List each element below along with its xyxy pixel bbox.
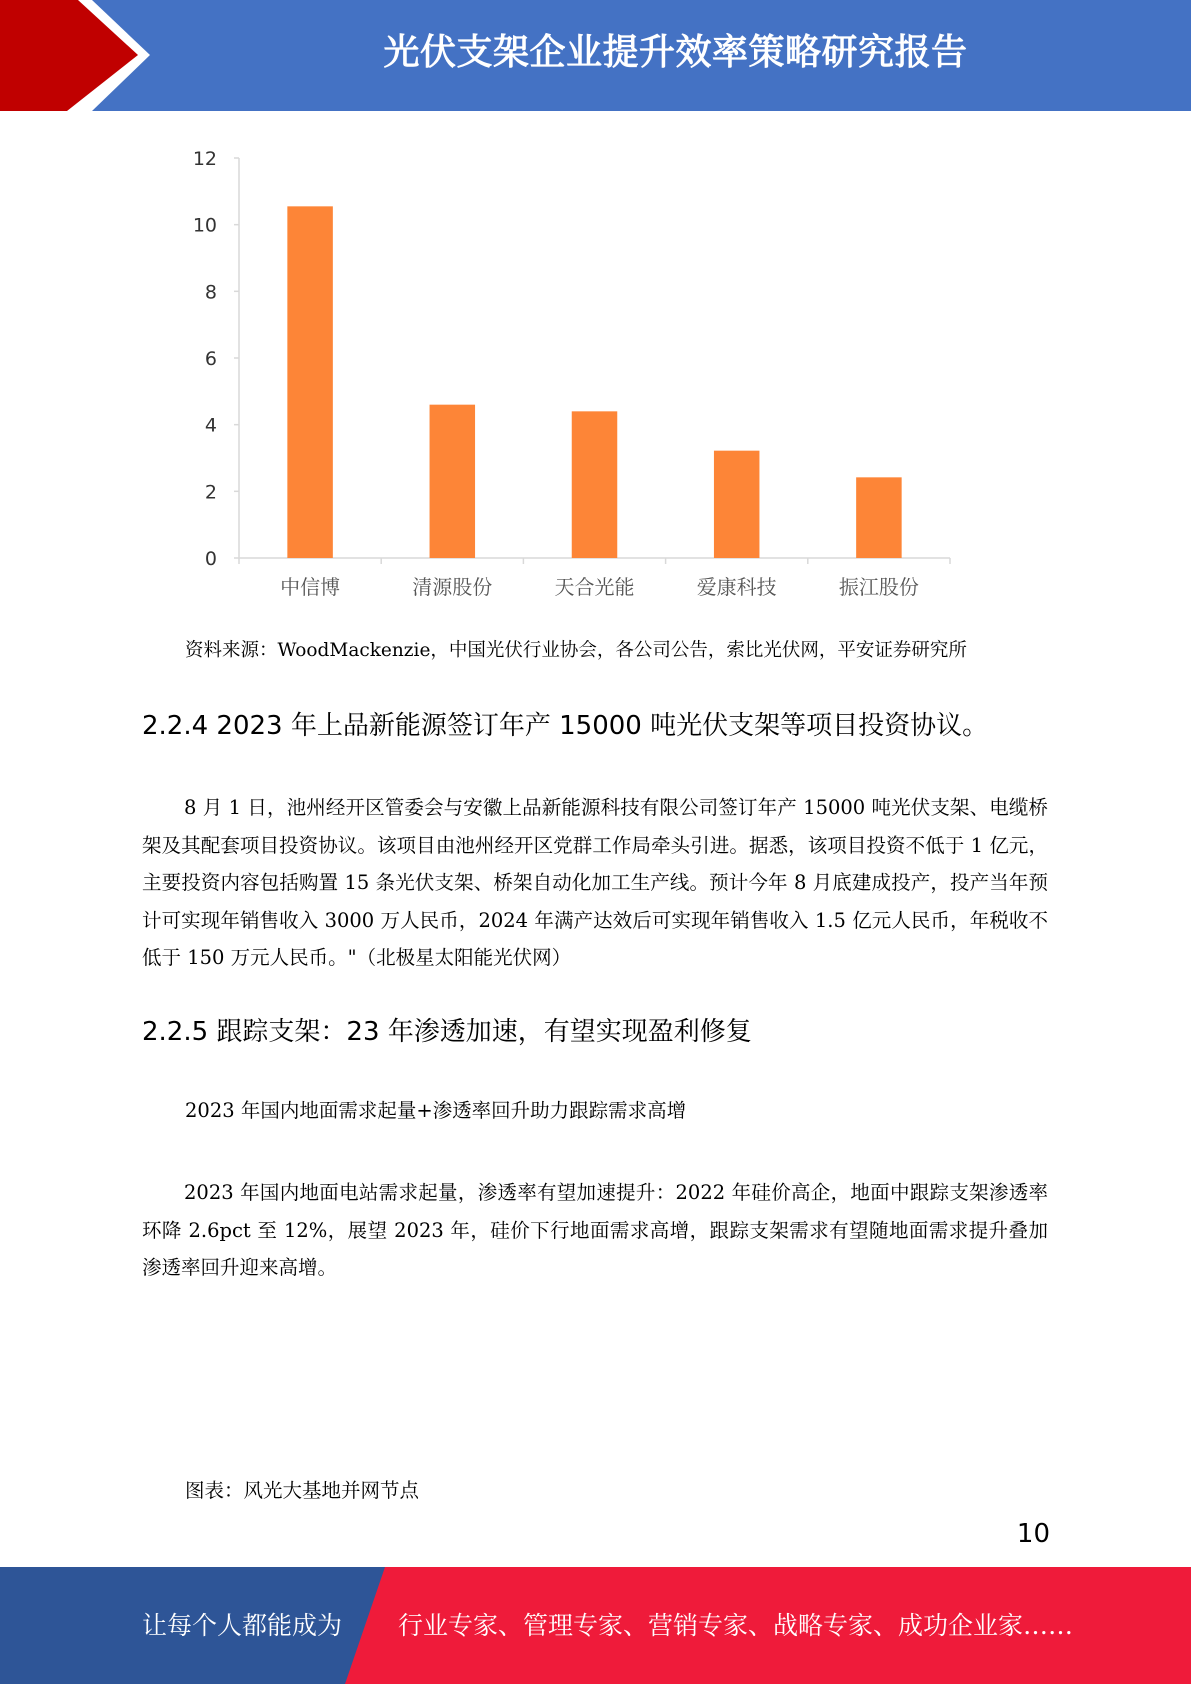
bar-chart	[175, 140, 965, 610]
header-chevron-decoration	[0, 0, 160, 111]
category-label: 天合光能	[554, 575, 635, 599]
category-label: 清源股份	[412, 575, 493, 599]
bar-chart-svg	[175, 140, 965, 610]
section-heading-2-2-4: 2.2.4 2023 年上品新能源签订年产 15000 吨光伏支架等项目投资协议。	[142, 711, 989, 741]
category-label: 爱康科技	[696, 575, 777, 599]
bar-1	[287, 206, 333, 558]
section-heading-2-2-5: 2.2.5 跟踪支架：23 年渗透加速，有望实现盈利修复	[142, 1017, 752, 1047]
y-tick-label: 4	[204, 414, 217, 437]
section-subtitle-2-2-5: 2023 年国内地面需求起量+渗透率回升助力跟踪需求高增	[185, 1099, 687, 1122]
section-paragraph-2-2-5: 2023 年国内地面电站需求起量，渗透率有望加速提升：2022 年硅价高企，地面中跟踪支架渗透率环降 2.6pct 至 12%，展望 2023 年，硅价下行地面需求高增，跟踪支架需求有望随地面需求提升叠加渗透率回升迎来高增。	[142, 1181, 1048, 1279]
y-tick-label: 6	[204, 348, 217, 370]
section-paragraph-2-2-4: 8 月 1 日，池州经开区管委会与安徽上品新能源科技有限公司签订年产 15000 吨光伏支架、电缆桥架及其配套项目投资协议。该项目由池州经开区党群工作局牵头引进。据悉，该项目投资不低于 1 亿元，主要投资内容包括购置 15 条光伏支架、桥架自动化加工生产线。预计今年 8 月底建成投产，投产当年预计可实现年销售收入 3000 万人民币，2024 年满产达效后可实现年销售收入 1.5 亿元人民币，年税收不低于 150 万元人民币。"（北极星太阳能光伏网）	[142, 796, 1048, 969]
bar-4	[714, 451, 760, 558]
y-tick-label: 8	[204, 281, 217, 304]
footer-slogan-left: 让每个人都能成为	[142, 1611, 343, 1640]
footer-slogan-right: 行业专家、管理专家、营销专家、战略专家、成功企业家……	[398, 1611, 1074, 1640]
page-number: 10	[1016, 1519, 1050, 1549]
category-label: 中信博	[280, 575, 341, 599]
bar-5	[856, 477, 902, 558]
y-tick-label: 2	[204, 481, 217, 504]
category-label: 振江股份	[838, 575, 919, 599]
y-tick-label: 0	[204, 548, 217, 570]
bar-3	[572, 411, 618, 558]
bar-2	[430, 405, 476, 558]
page-header	[0, 0, 1191, 111]
figure-caption: 图表：风光大基地并网节点	[185, 1479, 420, 1502]
report-title: 光伏支架企业提升效率策略研究报告	[383, 32, 968, 73]
y-tick-label: 10	[192, 214, 217, 237]
page-footer	[0, 1567, 1191, 1684]
chart-source-note: 资料来源：WoodMackenzie，中国光伏行业协会，各公司公告，索比光伏网，平安证券研究所	[185, 640, 967, 661]
y-tick-label: 12	[192, 148, 217, 170]
